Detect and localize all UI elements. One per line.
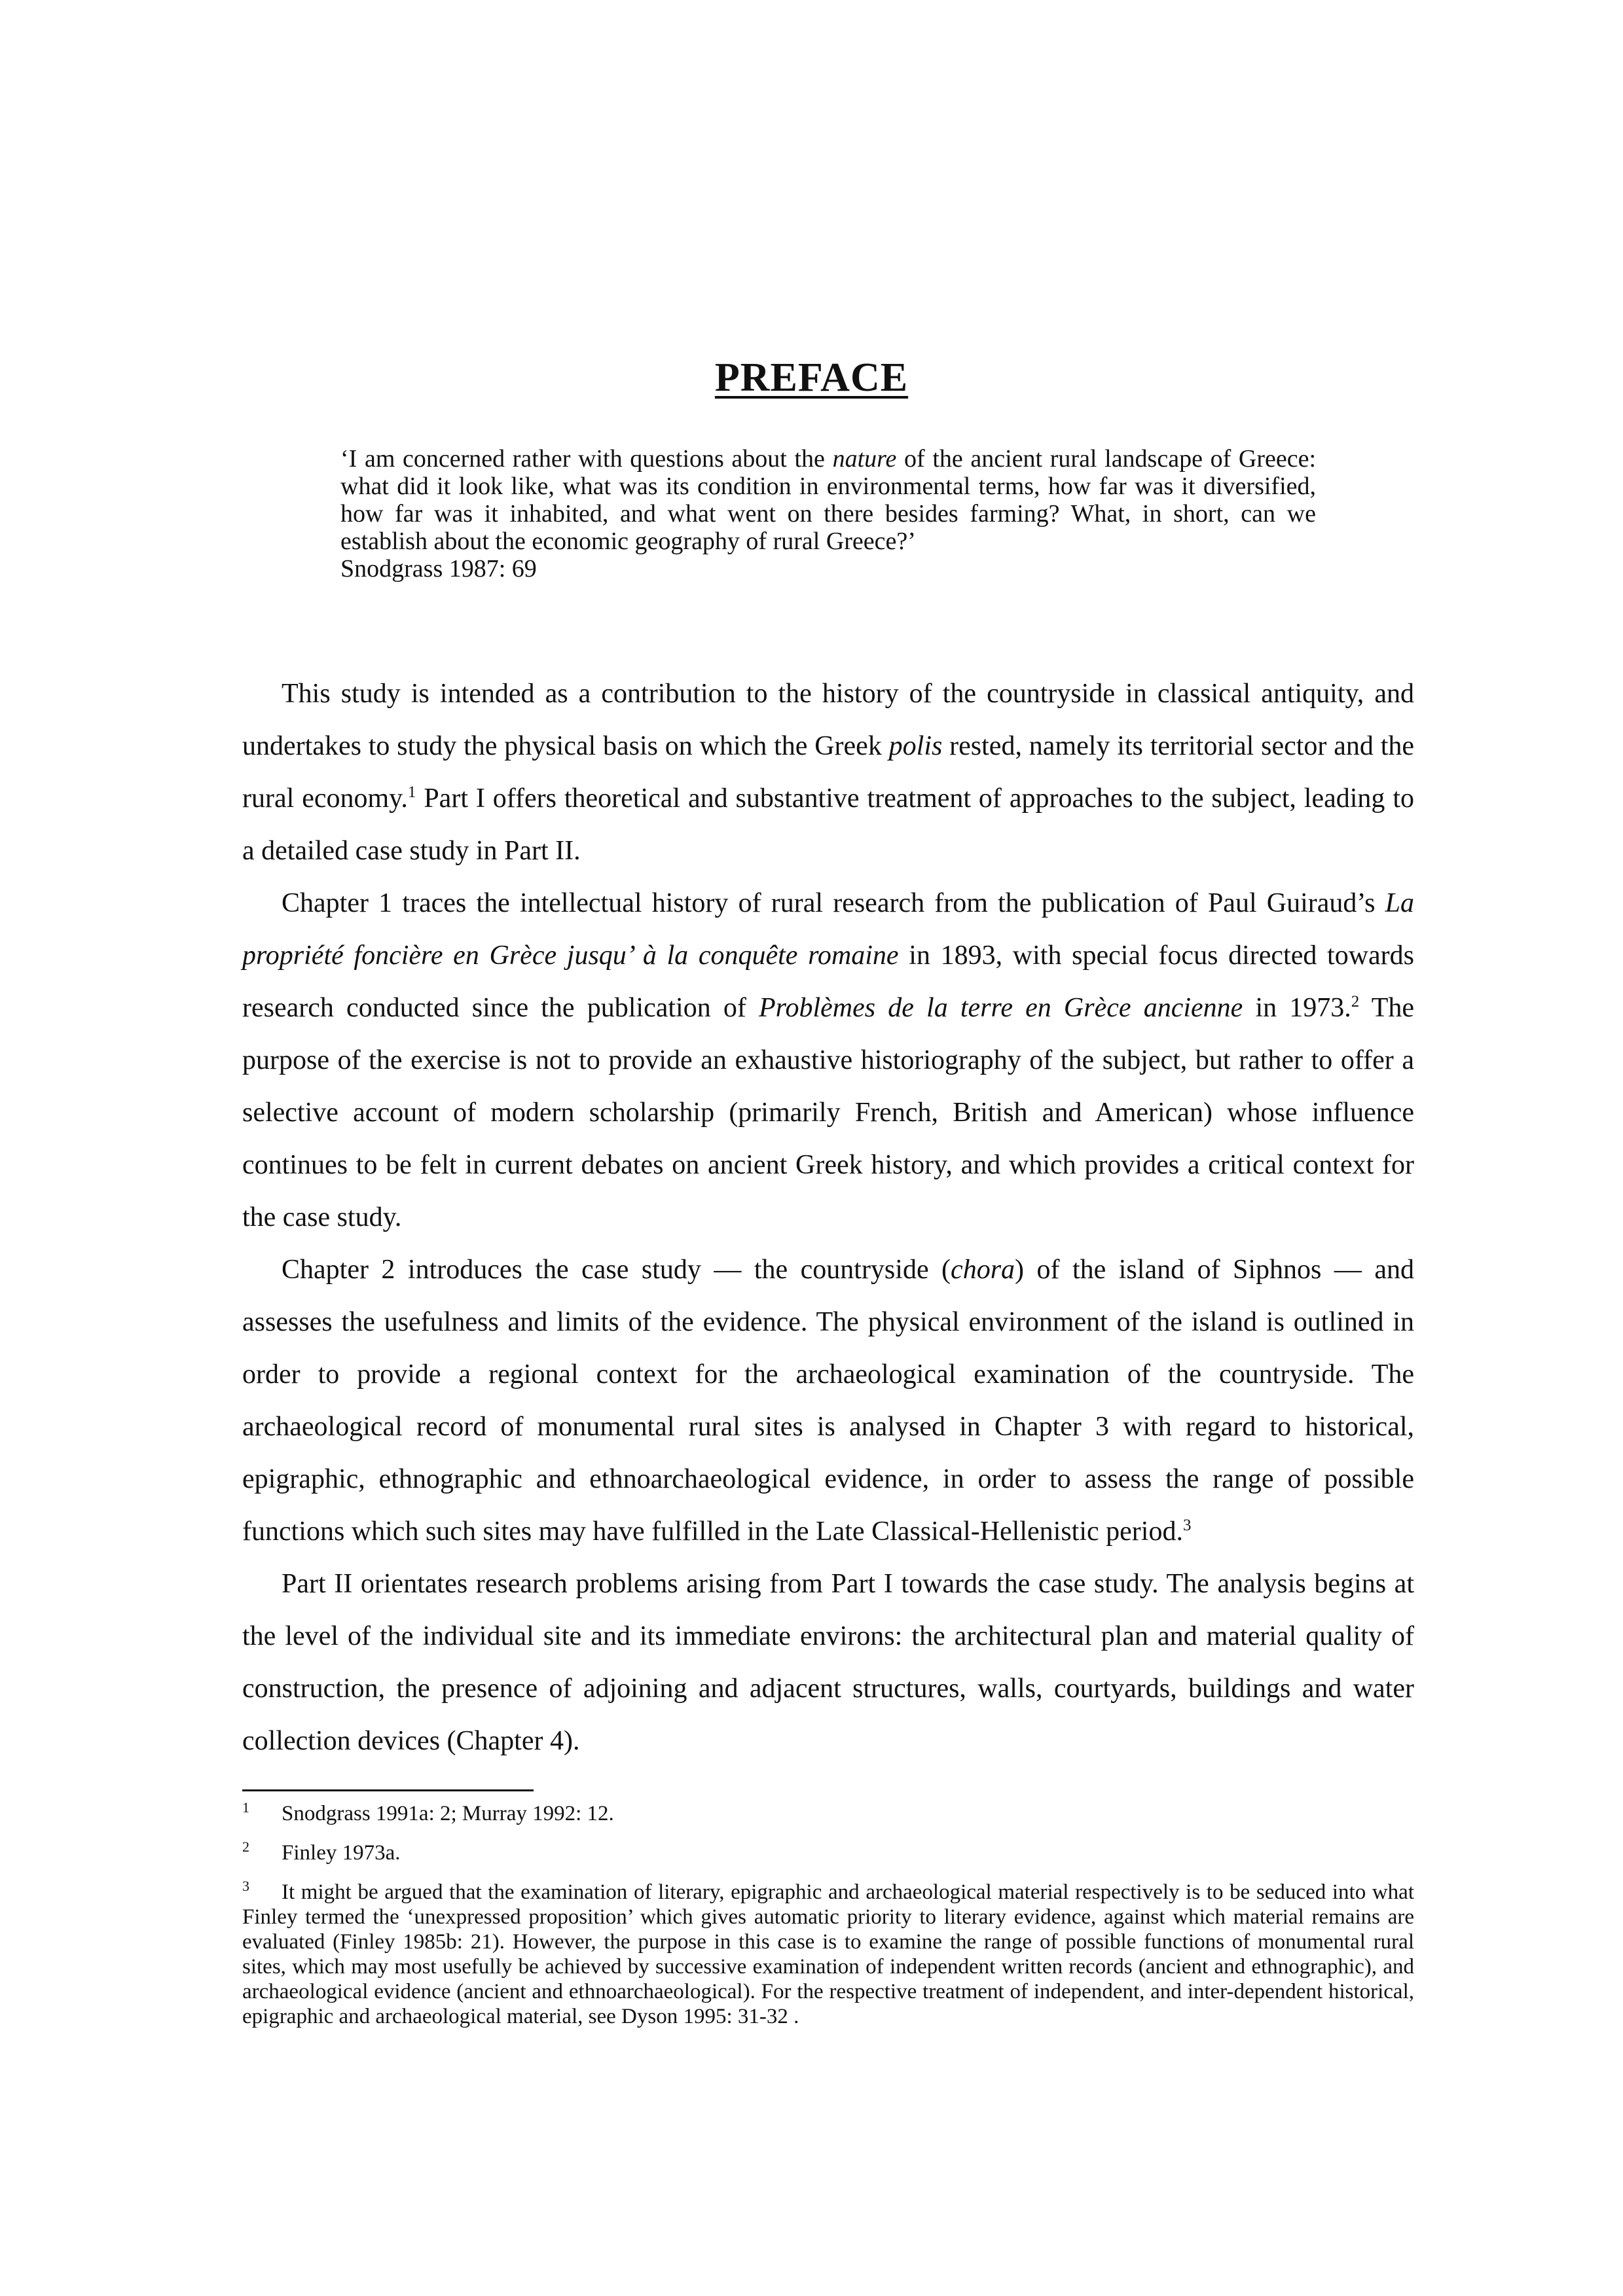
footnotes: [242, 1801, 1414, 2043]
paragraph-2: Chapter 1 traces the intellectual history of rural research from the publication of Paul Guiraud’s La propriété foncière en Grèce jusqu’ à la conquête romaine in 1893, with special focus directed towards research conducted since the publication of Problèmes de la terre en Grèce ancienne in 1973.$^2$ The purpose of the exercise is not to provide an exhaustive historiography of the subject, but rather to offer a selective account of modern scholarship (primarily French, British and American) whose influence continues to be felt in current debates on ancient Greek history, and which provides a critical context for the case study.: [242, 888, 1415, 1232]
footnote-text: Snodgrass 1991a: 2; Murray 1992: 12.: [282, 1802, 614, 1825]
paragraph-1: This study is intended as a contribution to the history of the countryside in classical antiquity, and undertakes to study the physical basis on which the Greek polis rested, namely its territorial sector and the rural economy.$^1$ Part I offers theoretical and substantive treatment of approaches to the subject, leading to a detailed case study in Part II.: [242, 679, 1414, 866]
epigraph: [340, 445, 1316, 583]
footnote-1: 1 Snodgrass 1991a: 2; Murray 1992: 12.: [242, 1799, 614, 1825]
footnote-text: Finley 1973a.: [282, 1841, 401, 1865]
footnote-ref-3[interactable]: 3: [1182, 1516, 1192, 1534]
epigraph-quote: ‘I am concerned rather with questions about the nature of the ancient rural landscape of Greece: what did it look like, what was its condition in environmental terms, how far was it diversified, how far was it inhabited, and what went on there besides farming? What, in short, can we establish about the economic geography of rural Greece?’: [340, 445, 1317, 555]
footnote-text: It might be argued that the examination of literary, epigraphic and archaeological material respectively is to be seduced into what Finley termed the ‘unexpressed proposition’ which gives automatic priority to literary evidence, against which material remains are evaluated (Finley 1985b: 21). However, the purpose in this case is to examine the range of possible functions of monumental rural sites, which may most usefully be achieved by successive examination of independent written records (ancient and ethnographic), and archaeological evidence (ancient and ethnoarchaeological). For the respective treatment of independent, and inter-dependent historical, epigraphic and archaeological material, see Dyson 1995: 31-32 .: [242, 1880, 1414, 2028]
epigraph-italic: nature: [832, 445, 897, 473]
preface-body: [242, 668, 1414, 1767]
page-title: PREFACE: [714, 355, 909, 400]
footnote-ref-1[interactable]: 1: [407, 783, 416, 801]
footnote-ref-2[interactable]: 2: [1351, 993, 1360, 1011]
footnote-divider: [242, 1789, 534, 1791]
footnote-2: 2 Finley 1973a.: [242, 1839, 401, 1865]
paragraph-3: Chapter 2 introduces the case study — the countryside (chora) of the island of Siphnos — and assesses the usefulness and limits of the evidence. The physical environment of the island is outlined in order to provide a regional context for the archaeological examination of the countryside. The archaeological record of monumental rural sites is analysed in Chapter 3 with regard to historical, epigraphic, ethnographic and ethnoarchaeological evidence, in order to assess the range of possible functions which such sites may have fulfilled in the Late Classical-Hellenistic period.$^3$: [242, 1255, 1414, 1547]
epigraph-citation: Snodgrass 1987: 69: [340, 555, 537, 583]
footnote-3: 3 It might be argued that the examination of literary, epigraphic and archaeological material respectively is to be seduced into what Finley termed the ‘unexpressed proposition’ which gives automatic priority to literary evidence, against which material remains are evaluated (Finley 1985b: 21). However, the purpose in this case is to examine the range of possible functions of monumental rural sites, which may most usefully be achieved by successive examination of independent written records (ancient and ethnographic), and archaeological evidence (ancient and ethnoarchaeological). For the respective treatment of independent, and inter-dependent historical, epigraphic and archaeological material, see Dyson 1995: 31-32 .: [242, 1878, 1414, 2028]
paragraph-4: Part II orientates research problems arising from Part I towards the case study. The analysis begins at the level of the individual site and its immediate environs: the architectural plan and material quality of construction, the presence of adjoining and adjacent structures, walls, courtyards, buildings and water collection devices (Chapter 4).: [242, 1569, 1414, 1756]
